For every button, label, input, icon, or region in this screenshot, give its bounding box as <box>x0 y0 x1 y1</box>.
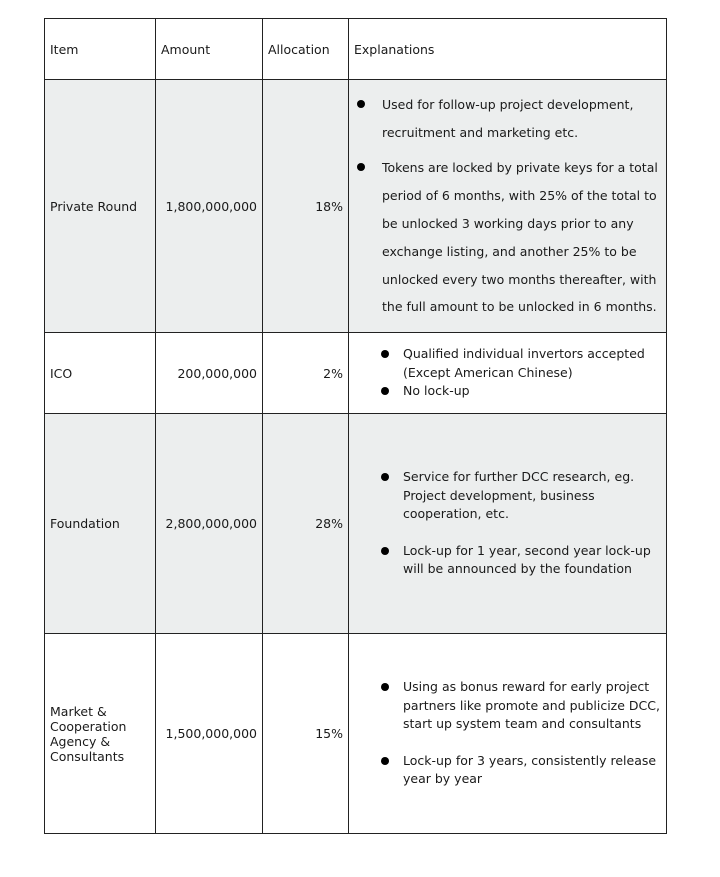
explanation-item: Service for further DCC research, eg. Project development, business cooperation, etc. <box>354 468 661 524</box>
explanation-item: Lock-up for 3 years, consistently release year by year <box>354 752 661 789</box>
bullet-icon <box>381 547 389 555</box>
cell-amount: 2,800,000,000 <box>156 414 263 634</box>
header-item: Item <box>45 19 156 80</box>
cell-explanations <box>349 414 667 634</box>
bullet-icon <box>381 387 389 395</box>
cell-allocation: 15% <box>263 634 349 834</box>
table-header-row <box>45 19 667 80</box>
cell-amount: 1,800,000,000 <box>156 80 263 333</box>
explanation-item: Using as bonus reward for early project partners like promote and publicize DCC, start up system team and consultants <box>354 678 661 734</box>
cell-item: Foundation <box>45 414 156 634</box>
cell-amount: 200,000,000 <box>156 333 263 414</box>
cell-explanations <box>349 80 667 333</box>
token-allocation-table <box>44 18 667 834</box>
table-row-private-round <box>45 80 667 333</box>
bullet-icon <box>381 757 389 765</box>
explanation-item: Lock-up for 1 year, second year lock-up will be announced by the foundation <box>354 542 661 579</box>
explanation-item: Qualified individual invertors accepted (Except American Chinese) <box>354 345 661 382</box>
explanation-item: No lock-up <box>354 382 661 401</box>
cell-allocation: 18% <box>263 80 349 333</box>
table-row-market-cooperation <box>45 634 667 834</box>
explanation-item: Used for follow-up project development, recruitment and marketing etc. <box>354 91 661 147</box>
cell-item: Market & Cooperation Agency & Consultants <box>45 634 156 834</box>
bullet-icon <box>357 163 365 171</box>
bullet-icon <box>381 350 389 358</box>
header-allocation: Allocation <box>263 19 349 80</box>
cell-item: ICO <box>45 333 156 414</box>
header-explanations: Explanations <box>349 19 667 80</box>
bullet-icon <box>381 683 389 691</box>
bullet-icon <box>357 100 365 108</box>
explanation-item: Tokens are locked by private keys for a total period of 6 months, with 25% of the total to be unlocked 3 working days prior to any exchange listing, and another 25% to be unlocked every two months thereafter, with the full amount to be unlocked in 6 months. <box>354 154 661 321</box>
cell-item: Private Round <box>45 80 156 333</box>
table-row-foundation <box>45 414 667 634</box>
header-amount: Amount <box>156 19 263 80</box>
cell-explanations <box>349 634 667 834</box>
bullet-icon <box>381 473 389 481</box>
cell-allocation: 2% <box>263 333 349 414</box>
cell-allocation: 28% <box>263 414 349 634</box>
cell-explanations <box>349 333 667 414</box>
table-row-ico <box>45 333 667 414</box>
cell-amount: 1,500,000,000 <box>156 634 263 834</box>
